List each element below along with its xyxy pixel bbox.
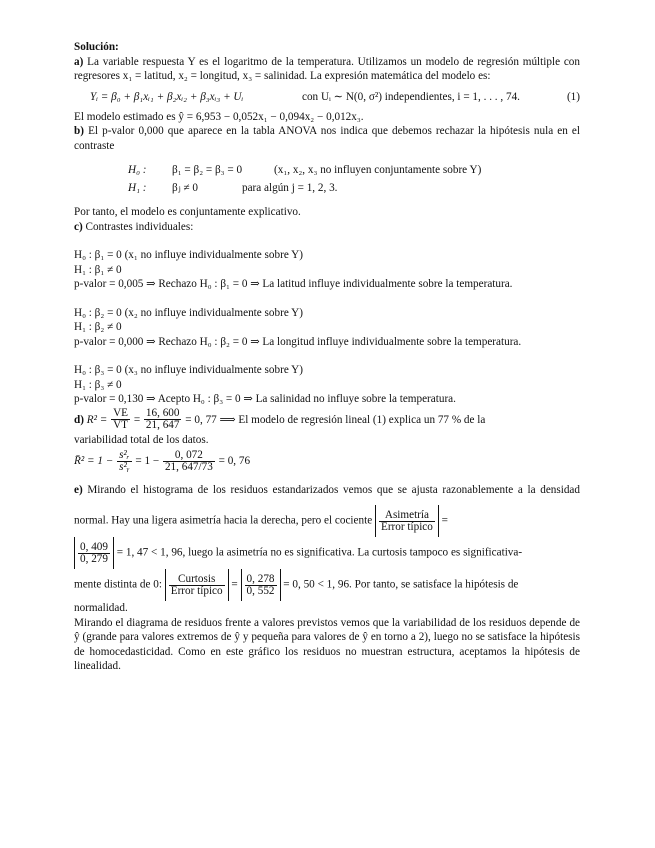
part-b-body: El p-valor 0,000 que aparece en la tabla ANOVA nos indica que debemos rechazar la hipótesis nula en el contraste bbox=[74, 125, 581, 152]
part-e-body-1: Mirando el histograma de los residuos estandarizados vemos que se ajusta razonablemente a la densidad normal. Hay una ligera asimetría hacia la derecha, pero el cociente bbox=[74, 484, 580, 527]
h0-comment: (x₁, x₂, x₃ no influyen conjuntamente sobre Y) bbox=[274, 164, 482, 176]
part-a-body: La variable respuesta Y es el logaritmo de la temperatura. Utilizamos un modelo de regresión múltiple con regresores x₁ = latitud, x₂ = longitud, x₃ = salinidad. La expresión matemática del modelo es: bbox=[74, 55, 580, 82]
model-equation-condition: con Uᵢ ∼ N(0, σ²) independientes, i = 1, . . . , 74. bbox=[302, 90, 520, 103]
part-c-label: c) bbox=[74, 220, 83, 233]
part-e-body-4: = 0, 50 < 1, 96. Por tanto, se satisface la hipótesis de bbox=[283, 578, 519, 591]
test-2-h1: H₁ : β₂ ≠ 0 bbox=[74, 321, 122, 333]
r2-lhs: R² = bbox=[86, 413, 108, 426]
model-equation bbox=[74, 84, 580, 110]
h1-expression: βⱼ ≠ 0 bbox=[172, 182, 198, 194]
h1-label: H₁ : bbox=[128, 182, 147, 194]
r2-line: d) R² = $\frac{VE}{VT}$ = $\frac{16, 600}{21, 647}$ = 0, 77 ⟹ El modelo de regresión lineal (1) explica un 77 % de la bbox=[74, 407, 486, 432]
h0-label: H₀ : bbox=[128, 164, 147, 176]
skewness-value: $\frac{0, 409}{0, 279}$ bbox=[74, 537, 114, 569]
part-e-body-6: Mirando el diagrama de residuos frente a valores previstos vemos que la variabilidad de los residuos depende de ŷ (grande para valores extremos de ŷ y pequeña para valores de ŷ en torno a 2), luego no se satisface la hipótesis de homocedasticidad. Como en este gráfico los residuos no muestran estructura, aceptamos la hipótesis de linealidad. bbox=[74, 616, 580, 672]
test-2-result: p-valor = 0,000 ⇒ Rechazo H₀ : β₂ = 0 ⇒ La longitud influye individualmente sobre la temperatura. bbox=[74, 335, 522, 348]
hypothesis-h0 bbox=[74, 161, 580, 179]
test-1-h1: H₁ : β₁ ≠ 0 bbox=[74, 263, 122, 276]
part-d-label: d) bbox=[74, 413, 84, 426]
part-e-body-3: mente distinta de 0: bbox=[74, 578, 162, 591]
part-e-body-2: = 1, 47 < 1, 96, luego la asimetría no es significativa. La curtosis tampoco es significativa- bbox=[116, 546, 523, 559]
h1-comment: para algún j = 1, 2, 3. bbox=[242, 182, 338, 194]
part-e-body-5: normalidad. bbox=[74, 602, 128, 614]
r2adj-fraction-2: $\frac{0, 072}{21, 647/73}$ bbox=[164, 448, 213, 473]
part-c-body: Contrastes individuales: bbox=[85, 220, 194, 233]
r2adj-lhs: R̄² = 1 − bbox=[74, 455, 114, 467]
kurtosis-ratio: $\frac{\text{Curtosis}}{\text{Error típico}}$ bbox=[165, 569, 229, 601]
test-3-result: p-valor = 0,130 ⇒ Acepto H₀ : β₃ = 0 ⇒ La salinidad no influye sobre la temperatura. bbox=[74, 393, 456, 405]
part-a-label: a) bbox=[74, 55, 84, 68]
hypothesis-h1 bbox=[74, 179, 580, 197]
part-e-label: e) bbox=[74, 484, 83, 496]
test-3-h1: H₁ : β₃ ≠ 0 bbox=[74, 378, 122, 391]
r2-fraction-1: $\frac{VE}{VT}$ bbox=[113, 407, 129, 432]
estimated-model: El modelo estimado es ŷ = 6,953 − 0,052x₁ − 0,094x₂ − 0,012x₃. bbox=[74, 110, 364, 123]
solution-page bbox=[74, 40, 580, 674]
test-3-h0: H₀ : β₃ = 0 (x₃ no influye individualmente sobre Y) bbox=[74, 364, 303, 376]
test-2-h0: H₀ : β₂ = 0 (x₂ no influye individualmente sobre Y) bbox=[74, 306, 303, 319]
r2-conclusion: = 0, 77 ⟹ El modelo de regresión lineal (1) explica un 77 % de la bbox=[185, 413, 486, 426]
part-e-text1: e) Mirando el histograma de los residuos estandarizados vemos que se ajusta razonablemente a la densidad normal. Hay una ligera asimetría hacia la derecha, pero el cociente $\frac{\text{Asimetría}}{\text{Error típico}}$ = bbox=[74, 475, 580, 537]
heading-text: Solución: bbox=[74, 41, 119, 53]
r2adj-value: = 0, 76 bbox=[218, 455, 251, 467]
r2adj-fraction-1: $\frac{\text{s²ᵣ}}{\text{s²ᵧ}}$ bbox=[119, 448, 130, 473]
test-1-h0: H₀ : β₁ = 0 (x₁ no influye individualmente sobre Y) bbox=[74, 249, 303, 261]
part-b-conclusion: Por tanto, el modelo es conjuntamente explicativo. bbox=[74, 206, 301, 218]
kurtosis-value: $\frac{0, 278}{0, 552}$ bbox=[241, 569, 281, 601]
part-a-text bbox=[74, 55, 580, 84]
solution-heading bbox=[74, 40, 580, 55]
part-b-text bbox=[74, 124, 580, 153]
part-b-label: b) bbox=[74, 125, 84, 137]
skewness-ratio: $\frac{\text{Asimetría}}{\text{Error típico}}$ bbox=[375, 505, 439, 537]
part-c-text bbox=[74, 220, 580, 235]
model-equation-lhs: Yᵢ = β₀ + β₁xᵢ₁ + β₂xᵢ₂ + β₃xᵢ₃ + Uᵢ bbox=[90, 90, 244, 103]
r2adj-line: R̄² = 1 − $\frac{\text{s²ᵣ}}{\text{s²ᵧ}}$ = 1 − $\frac{0, 072}{21, 647/73}$ = 0, 76 bbox=[74, 448, 251, 473]
equation-number: (1) bbox=[566, 90, 580, 103]
test-1-result: p-valor = 0,005 ⇒ Rechazo H₀ : β₁ = 0 ⇒ La latitud influye individualmente sobre la temperatura. bbox=[74, 278, 513, 290]
part-e-text3: mente distinta de 0: $\frac{\text{Curtosis}}{\text{Error típico}}$ = $\frac{0, 278}{0, 552}$ = 0, 50 < 1, 96. Por tanto, se satisface la hipótesis de bbox=[74, 569, 580, 601]
part-e-text2 bbox=[74, 537, 580, 569]
r2-conclusion-cont: variabilidad total de los datos. bbox=[74, 433, 209, 446]
r2-fraction-2: $\frac{16, 600}{21, 647}$ bbox=[145, 407, 180, 432]
h0-expression: β₁ = β₂ = β₃ = 0 bbox=[172, 164, 243, 176]
